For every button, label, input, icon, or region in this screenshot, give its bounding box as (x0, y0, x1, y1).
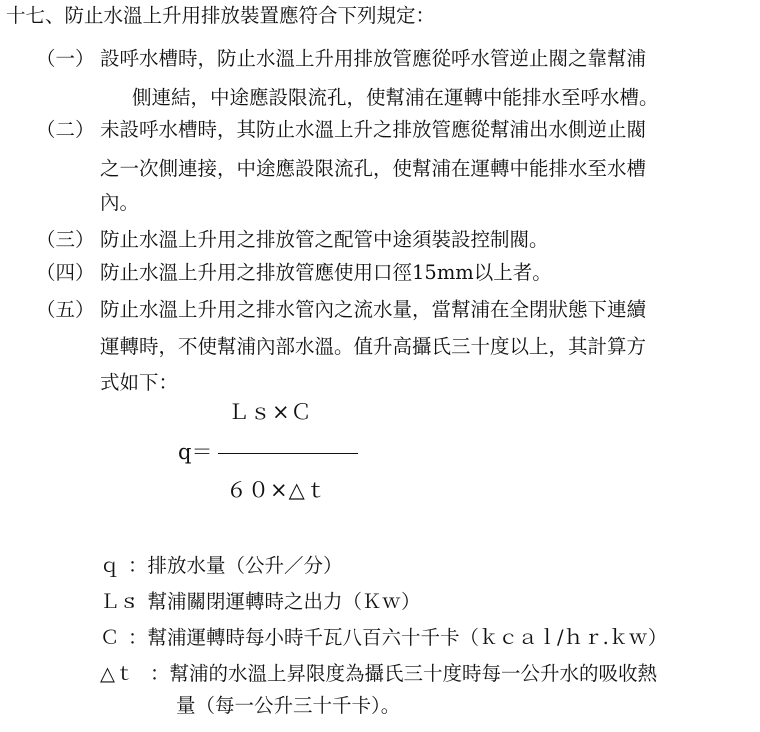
item-2-line-1: 未設呼水槽時，其防止水溫上升之排放管應從幫浦出水側逆止閥 (100, 118, 647, 141)
definition-text-ls: ：幫浦關閉運轉時之出力（Ｋｗ） (128, 590, 421, 613)
item-5-line-3: 式如下： (100, 371, 179, 394)
item-label-3: （三） (36, 228, 95, 251)
formula-numerator: Ｌｓ×Ｃ (228, 400, 313, 424)
item-label-2: （二） (36, 118, 95, 141)
formula-denominator: ６０×△ｔ (226, 478, 328, 502)
item-2-line-3: 內。 (100, 191, 140, 214)
definition-text-q: ：排放水量（公升／分） (128, 554, 343, 577)
definition-text-c: ：幫浦運轉時每小時千瓦八百六十千卡（ｋｃａｌ/ｈｒ.ｋｗ） (128, 626, 668, 649)
item-label-5: （五） (36, 298, 95, 321)
item-label-4: （四） (36, 261, 95, 284)
item-label-1: （一） (36, 47, 95, 70)
section-heading: 十七、防止水溫上升用排放裝置應符合下列規定： (6, 4, 436, 27)
formula-lhs: q＝ (178, 440, 213, 464)
definition-text-delta-t: ：幫浦的水溫上昇限度為攝氏三十度時每一公升水的吸收熱 (150, 662, 658, 685)
fraction-bar (218, 453, 358, 454)
definition-text-delta-t-continued: 量（每一公升三十千卡）。 (176, 694, 401, 717)
item-5-line-2: 運轉時，不使幫浦內部水溫。值升高攝氏三十度以上，其計算方 (100, 335, 647, 358)
item-1-line-1: 設呼水槽時，防止水溫上升用排放管應從呼水管逆止閥之靠幫浦 (100, 47, 647, 70)
definition-symbol-delta-t: △ｔ (100, 662, 135, 685)
item-3-line-1: 防止水溫上升用之排放管之配管中途須裝設控制閥。 (100, 228, 549, 251)
item-2-line-2: 之一次側連接，中途應設限流孔，使幫浦在運轉中能排水至水槽 (100, 157, 647, 180)
definition-symbol-c: Ｃ (100, 626, 120, 649)
item-4-line-1: 防止水溫上升用之排放管應使用口徑15mm以上者。 (100, 261, 552, 284)
definition-symbol-q: ｑ (100, 554, 120, 577)
definition-symbol-ls: Ｌｓ (100, 590, 140, 613)
item-1-line-2: 側連結，中途應設限流孔，使幫浦在運轉中能排水至呼水槽。 (132, 86, 659, 109)
flow-formula (170, 398, 390, 508)
item-5-line-1: 防止水溫上升用之排水管內之流水量，當幫浦在全閉狀態下連續 (100, 298, 647, 321)
